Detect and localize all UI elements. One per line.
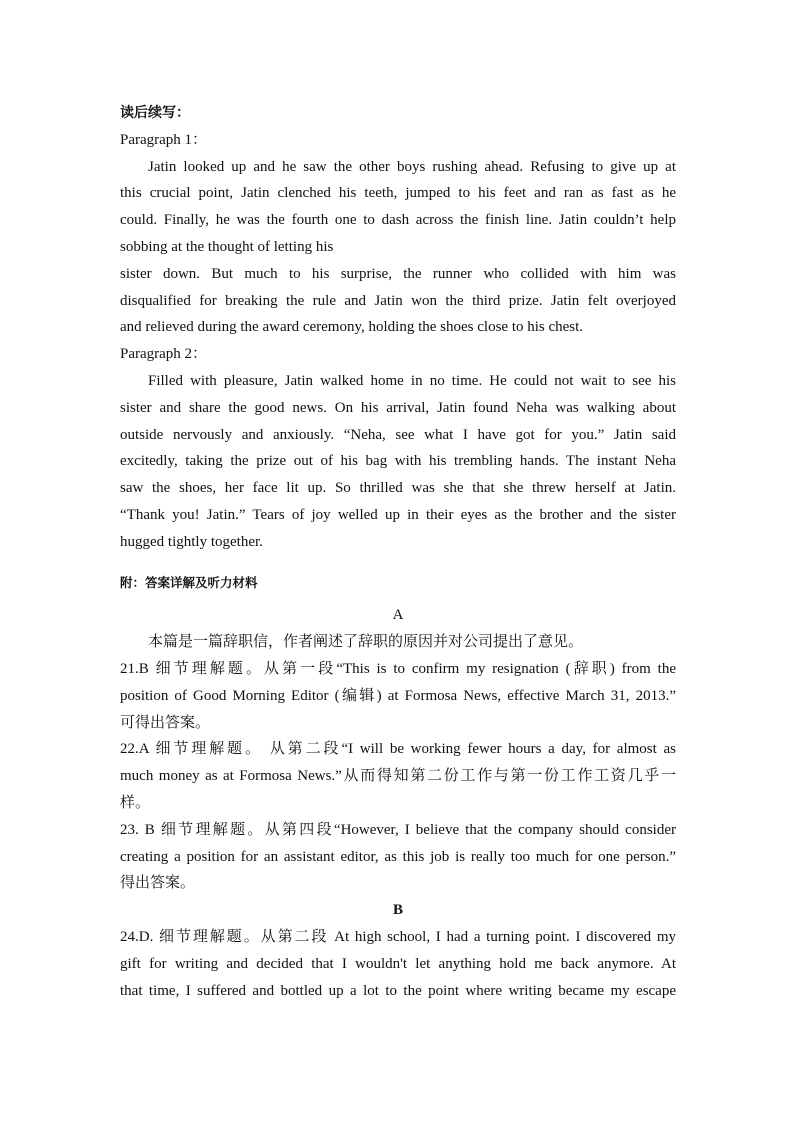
answer-line: position of Good Morning Editor (编辑) at Formosa News, effective March 31, 2013.” xyxy=(120,687,676,704)
answer-line: 23. B 细节理解题。从第四段“However, I believe that the company should consider xyxy=(120,821,676,838)
paragraph-1 xyxy=(120,154,676,342)
appendix-heading: 附：答案详解及听力材料 xyxy=(120,574,258,590)
paragraph-1-label: Paragraph 1： xyxy=(120,131,208,148)
paragraph-line: outside nervously and anxiously. “Neha, see what I have got for you.” Jatin said xyxy=(120,426,676,443)
answer-23 xyxy=(120,817,676,897)
answer-21 xyxy=(120,656,676,736)
answer-24 xyxy=(120,924,676,1004)
answer-line: much money as at Formosa News.”从而得知第二份工作与第一份工作工资几乎一 xyxy=(120,768,676,785)
answer-line: 24.D. 细节理解题。从第二段 At high school, I had a turning point. I discovered my xyxy=(120,928,676,945)
paragraph-line: and relieved during the award ceremony, holding the shoes close to his chest. xyxy=(120,319,584,336)
answer-line: that time, I suffered and bottled up a lot to the point where writing became my escape xyxy=(120,982,676,999)
part-a-intro: 本篇是一篇辞职信，作者阐述了辞职的原因并对公司提出了意见。 xyxy=(148,634,584,651)
paragraph-line: Filled with pleasure, Jatin walked home in no time. He could not wait to see his xyxy=(148,372,676,389)
paragraph-2 xyxy=(120,368,676,556)
paragraph-line: saw the shoes, her face lit up. So thrilled was she that she threw herself at Jatin. xyxy=(120,480,676,497)
paragraph-line: could. Finally, he was the fourth one to dash across the finish line. Jatin couldn’t help xyxy=(120,212,676,229)
paragraph-line: Jatin looked up and he saw the other boys rushing ahead. Refusing to give up at xyxy=(148,158,676,175)
paragraph-line: sister and share the good news. On his arrival, Jatin found Neha was walking about xyxy=(120,399,676,416)
paragraph-line: hugged tightly together. xyxy=(120,533,263,550)
paragraph-line: this crucial point, Jatin clenched his teeth, jumped to his feet and ran as fast as he xyxy=(120,185,676,202)
answer-line: gift for writing and decided that I wouldn't let anything hold me back anymore. At xyxy=(120,955,676,972)
paragraph-line: excitedly, taking the prize out of his bag with his trembling hands. The instant Neha xyxy=(120,453,676,470)
paragraph-line: sister down. But much to his surprise, the runner who collided with him was xyxy=(120,265,676,282)
paragraph-line: sobbing at the thought of letting his xyxy=(120,238,334,255)
answer-line: 21.B 细节理解题。从第一段“This is to confirm my resignation (辞职) from the xyxy=(120,660,676,677)
part-b-label: B xyxy=(392,902,403,919)
answer-line: 得出答案。 xyxy=(120,875,196,892)
answer-line: 22.A 细节理解题。 从第二段“I will be working fewer hours a day, for almost as xyxy=(120,741,676,758)
paragraph-line: “Thank you! Jatin.” Tears of joy welled up in their eyes as the brother and the sister xyxy=(120,506,676,523)
document-page xyxy=(120,100,676,1004)
answer-22 xyxy=(120,736,676,816)
section-heading: 读后续写： xyxy=(120,105,190,121)
part-a-label: A xyxy=(392,607,404,624)
answer-line: 样。 xyxy=(120,794,151,811)
answer-line: 可得出答案。 xyxy=(120,714,211,731)
paragraph-2-label: Paragraph 2： xyxy=(120,346,208,363)
paragraph-line: disqualified for breaking the rule and Jatin won the third prize. Jatin felt overjoyed xyxy=(120,292,676,309)
answer-line: creating a position for an assistant editor, as this job is really too much for one person.” xyxy=(120,848,676,865)
